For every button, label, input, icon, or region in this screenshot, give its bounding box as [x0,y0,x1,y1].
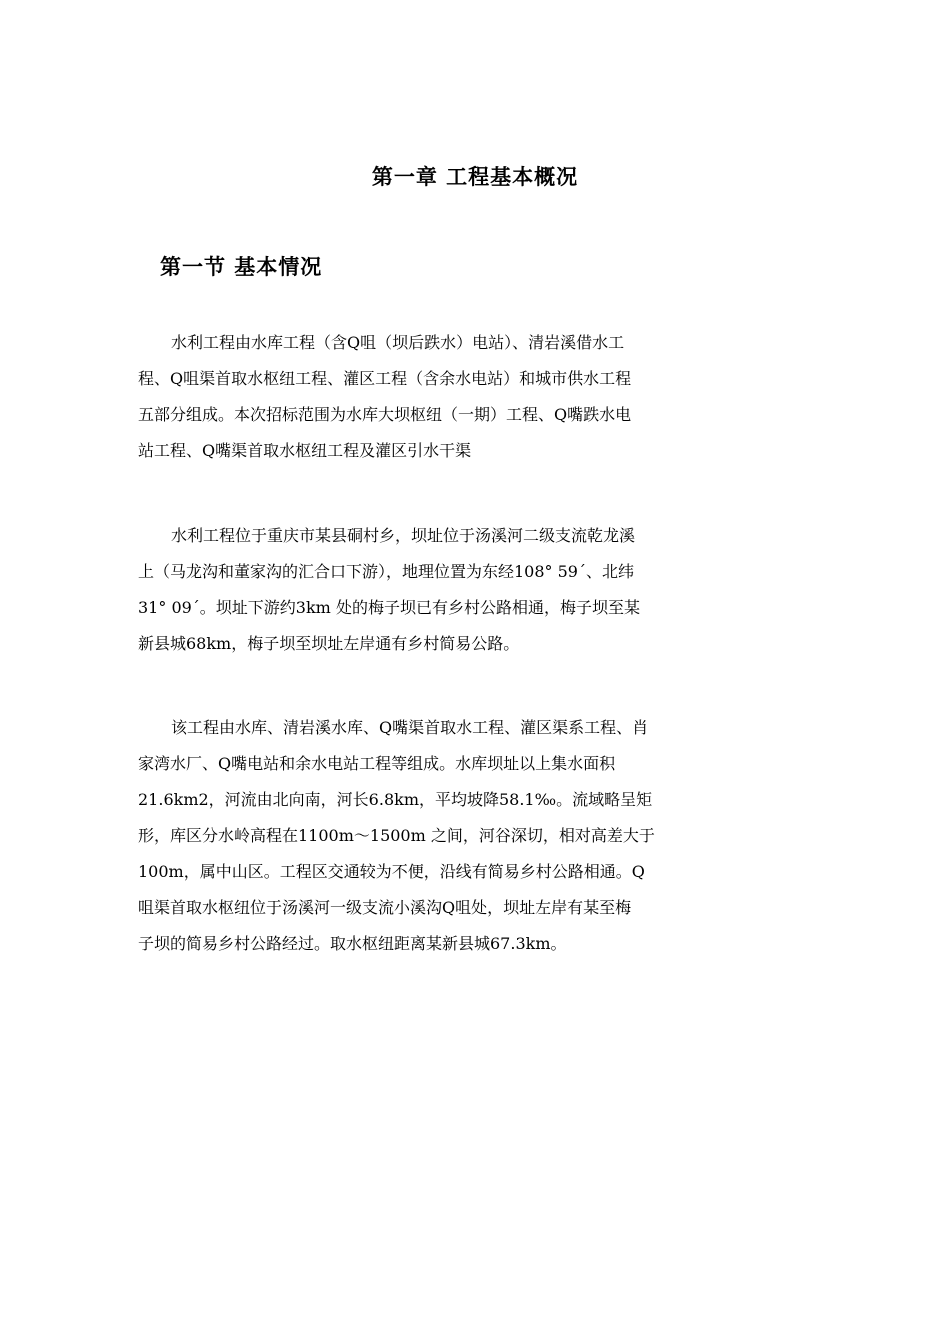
paragraph-line: 水利工程由水库工程（含Q咀（坝后跌水）电站）、清岩溪借水工 [171,333,625,352]
chapter-title: 第一章 工程基本概况 [371,164,579,189]
section-title: 第一节 基本情况 [160,254,323,279]
paragraph-line: 子坝的简易乡村公路经过。取水枢纽距离某新县城67.3km。 [138,934,567,953]
paragraph-line: 形，库区分水岭高程在1100m～1500m 之间，河谷深切，相对高差大于 [138,826,655,845]
paragraph-line: 上（马龙沟和董家沟的汇合口下游），地理位置为东经108° 59´、北纬 [138,562,634,581]
paragraph-line: 该工程由水库、清岩溪水库、Q嘴渠首取水工程、灌区渠系工程、肖 [171,718,649,737]
paragraph-line: 水利工程位于重庆市某县硐村乡，坝址位于汤溪河二级支流乾龙溪 [171,526,636,545]
paragraph-line: 咀渠首取水枢纽位于汤溪河一级支流小溪沟Q咀处，坝址左岸有某至梅 [138,898,632,917]
paragraph-1 [138,328,830,472]
paragraph-line: 31° 09´。坝址下游约3km 处的梅子坝已有乡村公路相通，梅子坝至某 [138,598,640,617]
paragraph-line: 21.6km2，河流由北向南，河长6.8km，平均坡降58.1‰。流域略呈矩 [138,790,653,809]
paragraph-line: 站工程、Q嘴渠首取水枢纽工程及灌区引水干渠 [138,441,472,460]
paragraph-3 [138,713,830,965]
paragraph-line: 100m，属中山区。工程区交通较为不便，沿线有简易乡村公路相通。Q [138,862,645,881]
paragraph-2 [138,521,830,665]
paragraph-line: 新县城68km，梅子坝至坝址左岸通有乡村简易公路。 [138,634,520,653]
paragraph-line: 程、Q咀渠首取水枢纽工程、灌区工程（含余水电站）和城市供水工程 [138,369,632,388]
paragraph-line: 家湾水厂、Q嘴电站和余水电站工程等组成。水库坝址以上集水面积 [138,754,616,773]
paragraph-line: 五部分组成。本次招标范围为水库大坝枢纽（一期）工程、Q嘴跌水电 [138,405,632,424]
